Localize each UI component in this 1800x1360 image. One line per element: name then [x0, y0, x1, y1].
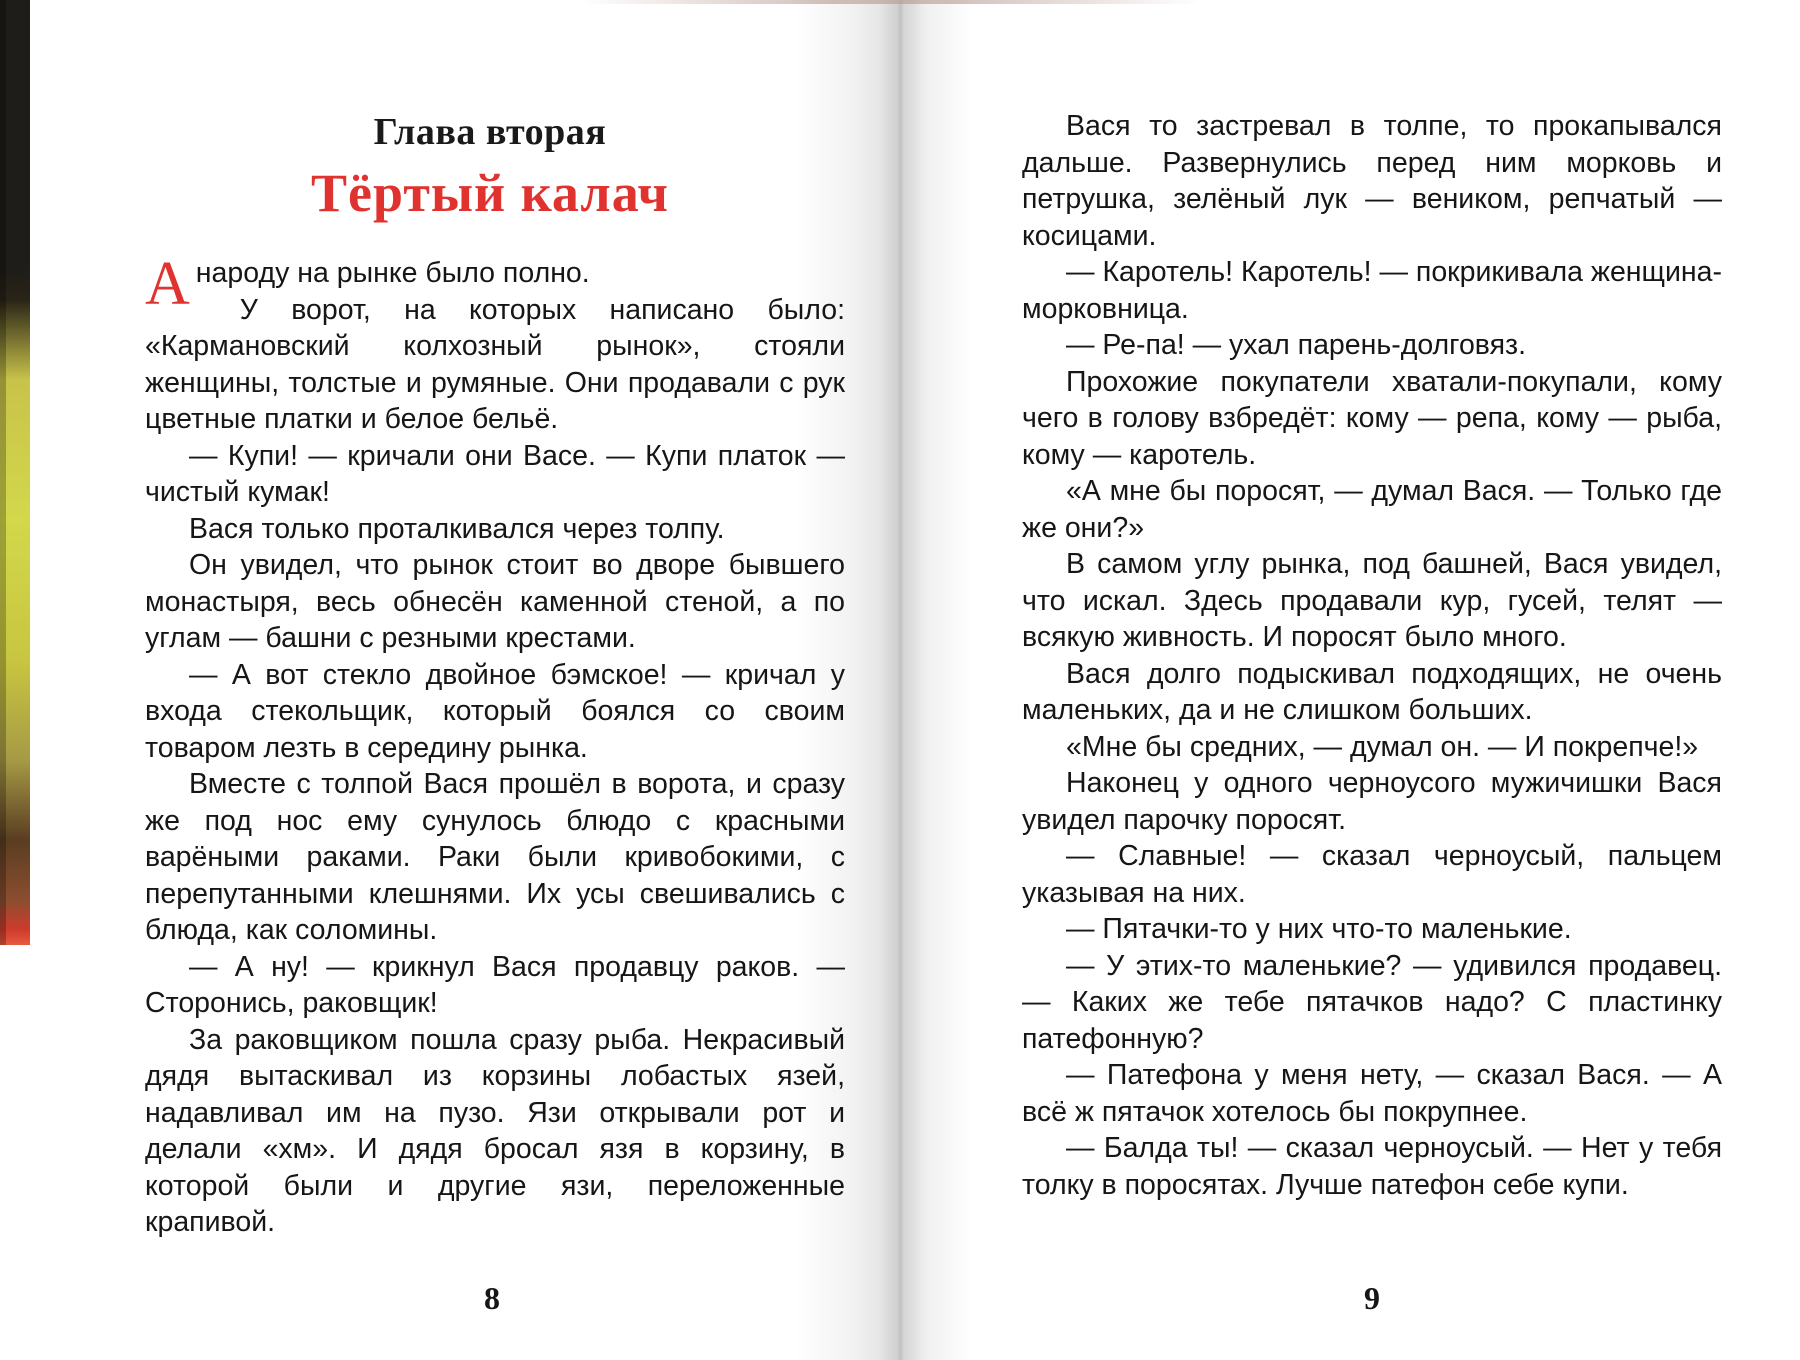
paragraph: За раковщиком пошла сразу рыба. Некрасивый дядя вытаскивал из корзины лобастых язей, надавливал им на пузо. Язи открывали рот и делали «хм». И дядя бросал язя в корзину, в которой были и другие язи, переложенные крапивой. — [145, 1023, 845, 1238]
paragraph: Прохожие покупатели хватали-покупали, кому чего в голову взбредёт: кому — репа, кому — рыба, кому — каротель. — [1022, 365, 1722, 471]
paragraph: Наконец у одного черноусого мужичишки Вася увидел парочку поросят. — [1022, 767, 1722, 836]
paragraph: — Пятачки-то у них что-то маленькие. — [1066, 913, 1572, 945]
paragraph: Вася долго подыскивал подходящих, не очень маленьких, да и не слишком больших. — [1022, 657, 1722, 726]
paragraph: В самом углу рынка, под башней, Вася увидел, что искал. Здесь продавали кур, гусей, телят — всякую живность. И поросят было много. — [1022, 548, 1722, 653]
paragraph: Он увидел, что рынок стоит во дворе бывшего монастыря, весь обнесён каменной стеной, а по углам — башни с резными крестами. — [145, 549, 845, 654]
paragraph: Вася то застревал в толпе, то прокапывался дальше. Развернулись перед ним морковь и петрушка, зелёный лук — веником, репчатый — косицами. — [1022, 110, 1722, 252]
drop-cap: А — [145, 250, 190, 318]
chapter-label: Глава вторая — [373, 111, 607, 153]
cover-edge-illustration — [0, 0, 30, 945]
right-page-text — [1022, 108, 1722, 1203]
paragraph: «А мне бы поросят, — думал Вася. — Только где же они?» — [1022, 475, 1722, 544]
paragraph: Вася только проталкивался через толпу. — [189, 512, 725, 545]
left-page-text — [145, 250, 845, 1241]
paragraph: — Патефона у меня нету, — сказал Вася. — А всё ж пятачок хотелось бы покрупнее. — [1022, 1059, 1722, 1128]
page-number-left: 8 — [484, 1280, 500, 1316]
paragraph: — Каротель! Каротель! — покрикивала женщина-морковница. — [1022, 256, 1722, 325]
top-edge-shadow — [580, 0, 1200, 4]
paragraph: — А вот стекло двойное бэмское! — кричал у входа стекольщик, который боялся со своим товаром лезть в середину рынка. — [145, 658, 845, 764]
opening-paragraph-text: народу на рынке было полно. — [195, 257, 590, 289]
paragraph: — Ре-па! — ухал парень-долговяз. — [1066, 329, 1527, 361]
paragraph: — Купи! — кричали они Васе. — Купи платок — чистый кумак! — [145, 439, 845, 508]
paragraph: — У этих-то маленькие? — удивился продавец. — Каких же тебе пятачков надо? С пластинку патефонную? — [1022, 949, 1722, 1055]
paragraph: — Балда ты! — сказал черноусый. — Нет у тебя толку в поросятах. Лучше патефон себе купи. — [1022, 1132, 1722, 1201]
paragraph: — А ну! — крикнул Вася продавцу раков. — Сторонись, раковщик! — [145, 950, 845, 1019]
paragraph: Вместе с толпой Вася прошёл в ворота, и сразу же под нос ему сунулось блюдо с красными варёными раками. Раки были кривобокими, с перепутанными клешнями. Их усы свешивались с блюда, как соломины. — [145, 768, 845, 946]
chapter-title: Тёртый калач — [311, 163, 669, 223]
page-number-right: 9 — [1364, 1280, 1380, 1316]
paragraph: «Мне бы средних, — думал он. — И покрепче!» — [1066, 730, 1699, 763]
paragraph: У ворот, на которых написано было: «Кармановский колхозный рынок», стояли женщины, толстые и румяные. Они продавали с рук цветные платки и белое бельё. — [145, 293, 845, 435]
opening-paragraph — [145, 250, 845, 318]
paragraph: — Славные! — сказал черноусый, пальцем указывая на них. — [1022, 840, 1722, 909]
book-gutter — [880, 0, 920, 1360]
